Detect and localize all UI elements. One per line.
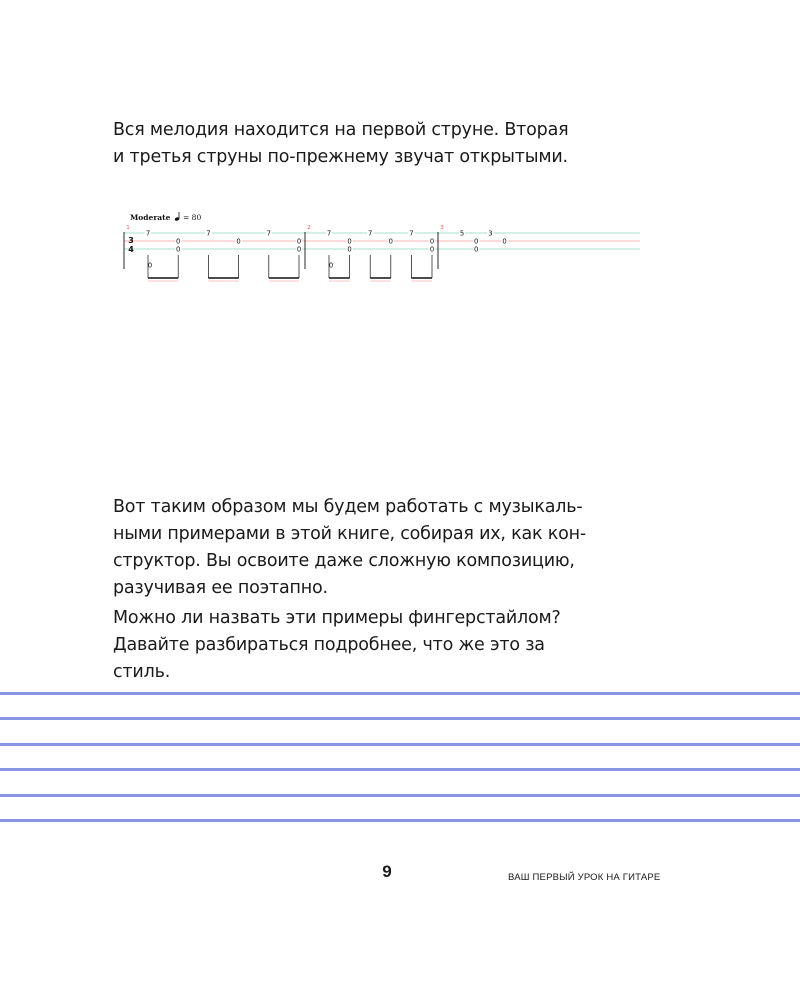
body-line: ными примерами в этой книге, собирая их, как кон-: [113, 524, 586, 544]
tab-fret-number: 0: [236, 237, 241, 246]
tab-fret-number: 0: [176, 245, 181, 254]
page-number: 9: [382, 862, 392, 881]
tab-fret-number: 7: [326, 229, 332, 238]
guitar-tab-figure: [110, 205, 650, 450]
notebook-rule: [0, 819, 800, 822]
tab-fret-number: 0: [429, 245, 435, 254]
intro-line: Вся мелодия находится на первой струне. Вторая: [113, 120, 569, 140]
time-signature-top: 3: [128, 236, 134, 245]
tab-fret-number: 0: [474, 245, 479, 254]
tab-fret-number: 0: [296, 237, 302, 246]
notebook-rule: [0, 743, 800, 746]
tab-fret-number: 7: [368, 229, 373, 238]
body-paragraph-1: [113, 494, 593, 602]
notebook-rule: [0, 692, 800, 695]
tab-fret-number: 0: [147, 261, 153, 270]
tab-fret-number: 0: [502, 237, 507, 246]
intro-paragraph: [113, 117, 593, 171]
notebook-rule: [0, 768, 800, 771]
tab-fret-number: 7: [206, 229, 211, 238]
notebook-rule: [0, 794, 800, 797]
tempo-label: Moderate: [130, 213, 171, 222]
tab-fret-number: 7: [409, 229, 414, 238]
notebook-rule: [0, 717, 800, 720]
tab-fret-number: 0: [429, 237, 435, 246]
tab-fret-number: 0: [176, 237, 181, 246]
body-line: Давайте разбираться подробнее, что же это за: [113, 635, 545, 655]
tab-fret-number: 0: [388, 237, 393, 246]
tab-fret-number: 0: [328, 261, 334, 270]
tab-fret-number: 3: [488, 229, 493, 238]
tab-fret-number: 7: [145, 229, 151, 238]
measure-number: 2: [307, 225, 311, 231]
tab-fret-number: 0: [347, 245, 352, 254]
body-paragraph-2: [113, 605, 593, 686]
tab-fret-number: 7: [266, 229, 271, 238]
running-head: ВАШ ПЕРВЫЙ УРОК НА ГИТАРЕ: [508, 872, 661, 883]
body-line: стиль.: [113, 662, 171, 682]
intro-line: и третья струны по-прежнему звучат открытыми.: [113, 147, 568, 167]
body-line: разучивая ее поэтапно.: [113, 578, 328, 598]
tab-fret-number: 5: [459, 229, 465, 238]
tab-fret-number: 0: [347, 237, 352, 246]
tab-fret-number: 0: [296, 245, 302, 254]
time-signature-bottom: 4: [128, 245, 134, 254]
body-line: Вот таким образом мы будем работать с музыкаль-: [113, 497, 583, 517]
body-line: структор. Вы освоите даже сложную композицию,: [113, 551, 575, 571]
tab-fret-number: 0: [474, 237, 479, 246]
measure-number: 3: [440, 225, 444, 231]
body-line: Можно ли назвать эти примеры фингерстайлом?: [113, 608, 561, 628]
measure-number: 1: [126, 225, 130, 231]
tempo-value: = 80: [183, 213, 202, 222]
